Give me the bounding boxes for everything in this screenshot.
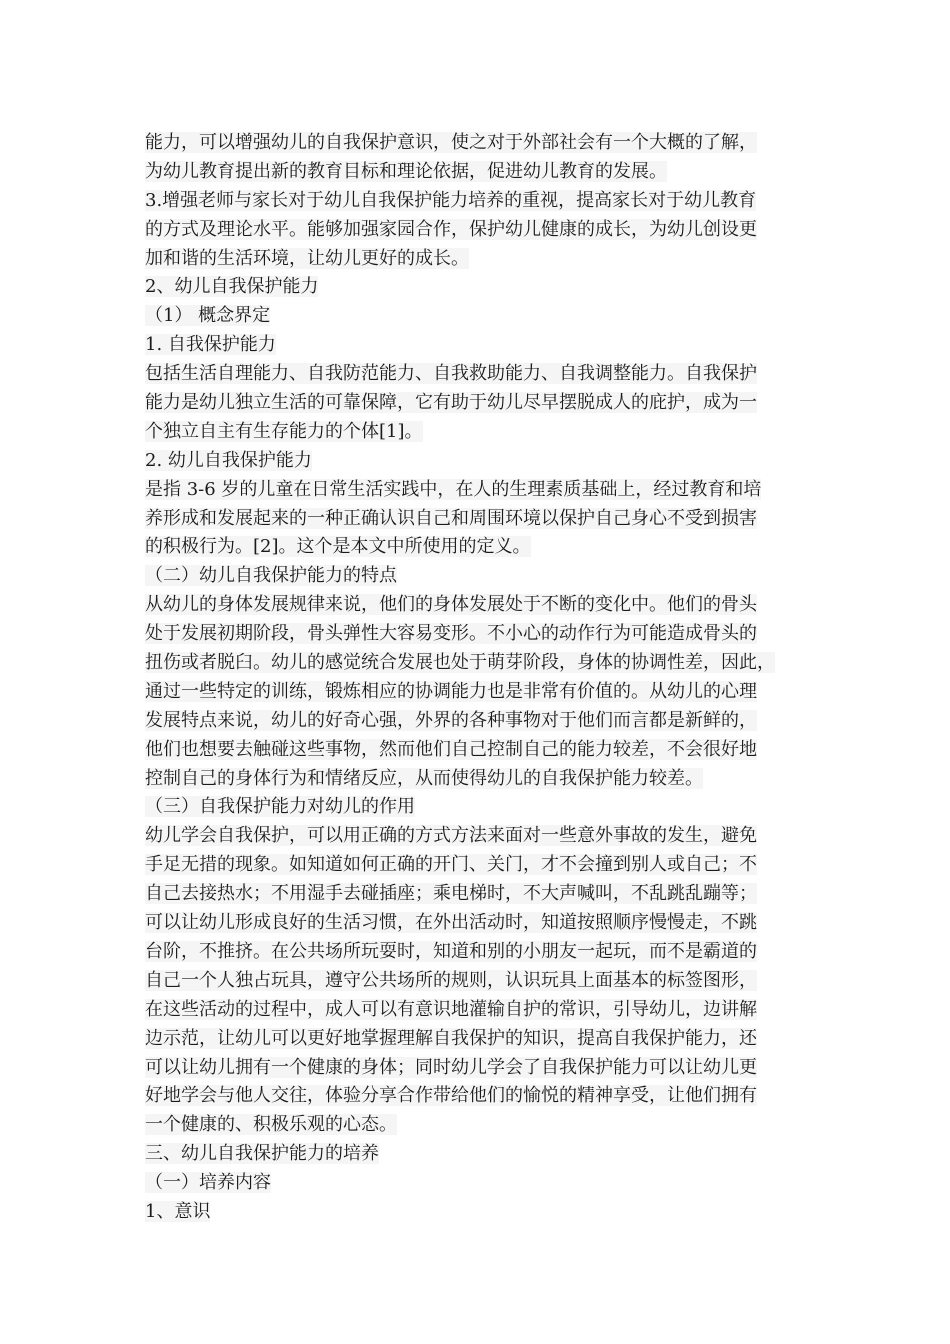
line-text: 通过一些特定的训练，锻炼相应的协调能力也是非常有价值的。从幼儿的心理 [145,680,757,702]
line-text: 养形成和发展起来的一种正确认识自己和周围环境以保护自己身心不受到损害 [145,507,757,529]
line-text: 包括生活自理能力、自我防范能力、自我救助能力、自我调整能力。自我保护 [145,363,757,385]
line-text: 处于发展初期阶段，骨头弹性大容易变形。不小心的动作行为可能造成骨头的 [145,623,757,645]
subsection-heading [145,1169,815,1198]
text-line [145,880,815,909]
line-text: 的积极行为。[2]。这个是本文中所使用的定义。 [145,536,531,558]
line-text: 是指 3-6 岁的儿童在日常生活实践中，在人的生理素质基础上，经过教育和培 [145,478,762,500]
text-line [145,967,815,996]
line-text: 1. 自我保护能力 [145,334,276,356]
line-text: 在这些活动的过程中，成人可以有意识地灌输自护的常识，引导幼儿，边讲解 [145,998,757,1020]
line-text: 能力是幼儿独立生活的可靠保障，它有助于幼儿尽早摆脱成人的庇护，成为一 [145,392,757,414]
line-text: 边示范，让幼儿可以更好地掌握理解自我保护的知识，提高自我保护能力，还 [145,1027,757,1049]
text-line [145,1054,815,1083]
text-line [145,216,815,245]
text-line [145,360,815,389]
line-text: 手足无措的现象。如知道如何正确的开门、关门，才不会撞到别人或自己；不 [145,854,757,876]
line-text: 加和谐的生活环境，让幼儿更好的成长。 [145,247,469,269]
text-line [145,707,815,736]
text-line [145,418,815,447]
item-heading [145,331,815,360]
text-line [145,765,815,794]
text-line [145,533,815,562]
text-line [145,187,815,216]
line-text: 的方式及理论水平。能够加强家园合作，保护幼儿健康的成长，为幼儿创设更 [145,218,757,240]
text-line [145,938,815,967]
text-line [145,1082,815,1111]
subsection-heading [145,302,815,331]
section-heading [145,1140,815,1169]
text-line [145,736,815,765]
line-text: 3.增强老师与家长对于幼儿自我保护能力培养的重视，提高家长对于幼儿教育 [145,189,757,211]
line-text: 从幼儿的身体发展规律来说，他们的身体发展处于不断的变化中。他们的骨头 [145,594,757,616]
line-text: （三）自我保护能力对幼儿的作用 [145,796,415,818]
line-text: 自己一个人独占玩具，遵守公共场所的规则，认识玩具上面基本的标签图形， [145,969,757,991]
text-line [145,476,815,505]
text-line [145,822,815,851]
line-text: 可以让幼儿形成良好的生活习惯，在外出活动时，知道按照顺序慢慢走，不跳 [145,912,757,934]
line-text: 为幼儿教育提出新的教育目标和理论依据，促进幼儿教育的发展。 [145,160,667,182]
line-text: （二）幼儿自我保护能力的特点 [145,565,397,587]
text-line [145,996,815,1025]
line-text: 可以让幼儿拥有一个健康的身体；同时幼儿学会了自我保护能力可以让幼儿更 [145,1056,757,1078]
text-line [145,245,815,274]
line-text: 一个健康的、积极乐观的心态。 [145,1114,397,1136]
text-line [145,678,815,707]
text-line [145,389,815,418]
subsection-heading [145,793,815,822]
text-line [145,591,815,620]
line-text: 三、幼儿自我保护能力的培养 [145,1143,379,1165]
item-heading [145,1198,815,1227]
line-text: 能力，可以增强幼儿的自我保护意识，使之对于外部社会有一个大概的了解， [145,132,757,153]
document-body [145,129,815,1227]
text-line [145,909,815,938]
text-line [145,620,815,649]
line-text: 自己去接热水；不用湿手去碰插座；乘电梯时，不大声喊叫，不乱跳乱蹦等； [145,883,757,905]
line-text: 扭伤或者脱臼。幼儿的感觉统合发展也处于萌芽阶段，身体的协调性差，因此， [145,652,775,674]
line-text: （一）培养内容 [145,1172,271,1194]
line-text: 控制自己的身体行为和情绪反应，从而使得幼儿的自我保护能力较差。 [145,767,703,789]
text-line [145,129,815,158]
text-line [145,1111,815,1140]
line-text: 台阶，不推挤。在公共场所玩耍时，知道和别的小朋友一起玩，而不是霸道的 [145,940,757,962]
line-text: 幼儿学会自我保护，可以用正确的方式方法来面对一些意外事故的发生，避免 [145,825,757,847]
line-text: 发展特点来说，幼儿的好奇心强，外界的各种事物对于他们而言都是新鲜的， [145,709,757,731]
line-text: 个独立自主有生存能力的个体[1]。 [145,420,423,442]
line-text: 好地学会与他人交往，体验分享合作带给他们的愉悦的精神享受，让他们拥有 [145,1085,757,1107]
item-heading [145,447,815,476]
subsection-heading [145,562,815,591]
text-line [145,505,815,534]
text-line [145,158,815,187]
line-text: （1） 概念界定 [145,305,271,327]
line-text: 他们也想要去触碰这些事物，然而他们自己控制自己的能力较差，不会很好地 [145,738,757,760]
line-text: 2、幼儿自我保护能力 [145,276,319,298]
section-heading [145,273,815,302]
text-line [145,649,815,678]
line-text: 1、意识 [145,1200,211,1222]
text-line [145,851,815,880]
line-text: 2. 幼儿自我保护能力 [145,449,312,471]
text-line [145,1025,815,1054]
